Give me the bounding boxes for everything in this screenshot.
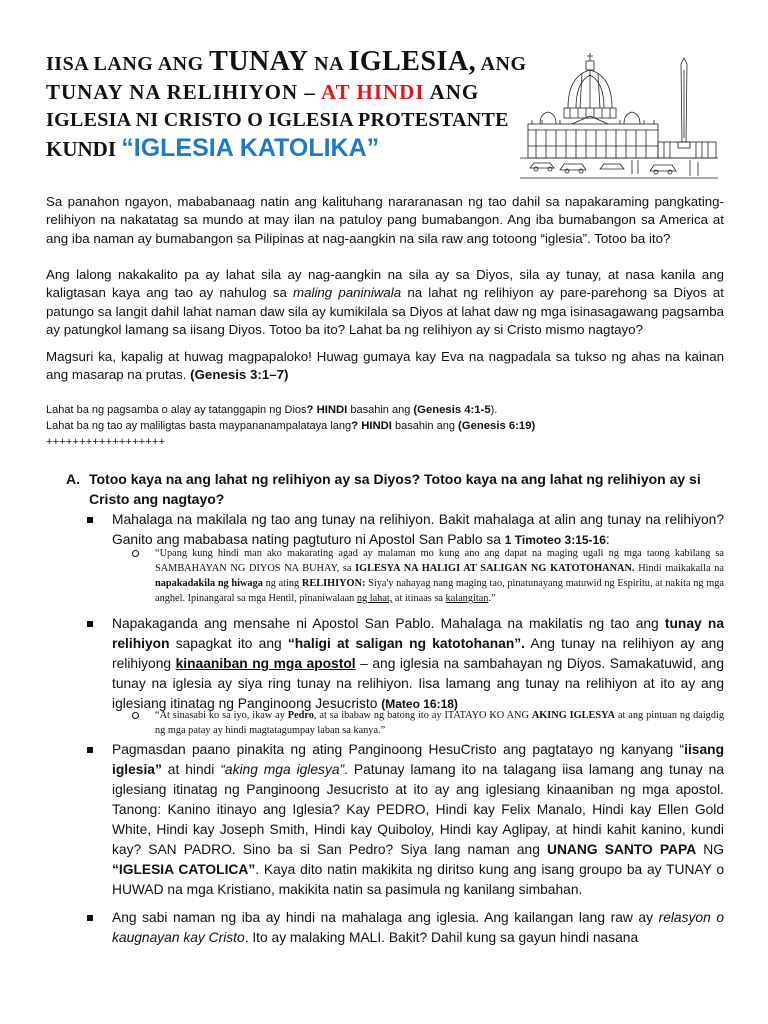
emphasis-text: maling paniniwala bbox=[293, 285, 402, 301]
quote-part: at itinaas sa bbox=[392, 593, 446, 604]
bullet-text bbox=[112, 740, 724, 900]
bible-reference: (Genesis 6:19) bbox=[458, 420, 536, 432]
title-line-4 bbox=[46, 134, 512, 163]
bullet-text-part: . Ito ay malaking MALI. Bakit? Dahil kung sa gayun hindi nasana bbox=[244, 930, 639, 945]
answer-text: ? HINDI bbox=[306, 404, 348, 416]
title-text: TUNAY NA RELIHIYON – bbox=[46, 80, 321, 104]
bullet-text-part: sapagkat ito ang bbox=[169, 636, 288, 651]
bullet-italic: relasyon o kaugnayan kay Cristo bbox=[112, 910, 725, 945]
bullet-text-part: Pagmasdan paano pinakita ng ating Panginoong HesuCristo ang pagtatayo ng kanyang “ bbox=[112, 742, 685, 757]
bullet-item-4 bbox=[88, 908, 724, 948]
question-text: Lahat ba ng tao ay maliligtas basta maypananampalataya lang bbox=[46, 420, 352, 432]
quote-part: Siya'y nahayag nang maging tao, pinatunayang matuwid ng Espiritu, at nakita ng mga anghel. Ipinangaral sa mga Hentil, pinaniwalaan bbox=[155, 578, 725, 604]
quote-text bbox=[155, 546, 724, 606]
title-text: KUNDI bbox=[46, 137, 122, 161]
question-text: ). bbox=[490, 404, 498, 416]
bible-reference: (Genesis 3:1–7) bbox=[190, 367, 289, 383]
sub-bullet-marker bbox=[132, 712, 139, 719]
quote-part: “At sinasabi ko sa iyo, ikaw ay bbox=[155, 710, 288, 721]
quote-part: “Upang kung hindi man ako makarating agad ay malaman mo kung ano ang dapat na maging ugali ng mga taong kabilang sa SAMBAHAYAN NG DIYOS NA BUHAY, sa bbox=[155, 548, 724, 574]
bullet-text-part: NG bbox=[696, 842, 724, 857]
bullet-emphasis: tunay na relihiyon bbox=[112, 616, 724, 651]
quote-underline: ng lahat, bbox=[356, 593, 393, 604]
bullet-item-1 bbox=[88, 510, 724, 550]
quote-emphasis: AKING IGLESYA bbox=[531, 710, 616, 721]
title-text: ANG bbox=[476, 53, 527, 75]
paragraph-text: na lahat ng relihiyon ay pare-parehong sa Diyos at patungo sa langit dahil lahat naman daw sila ay kumikilala sa Diyos at lahat daw ng mga isinasagawang pagsamba ay patungkol lamang sa iisang Diyos. Totoo ba ito? Lahat ba ng relihiyon ay si Cristo mismo nagtayo? bbox=[46, 285, 724, 337]
section-heading-text: Totoo kaya na ang lahat ng relihiyon ay sa Diyos? Totoo kaya na ang lahat ng relihiyon ay si Cristo ang nagtayo? bbox=[89, 471, 701, 507]
bullet-text-part: Mahalaga na makilala ng tao ang tunay na relihiyon. Bakit mahalaga at alin ang tunay na relihiyon? Ganito ang mababasa nating pagtuturo ni Apostol San Pablo sa bbox=[112, 512, 724, 547]
bullet-text bbox=[112, 908, 724, 948]
title-line-1 bbox=[46, 46, 527, 78]
bullet-text-part: Ang sabi naman ng iba ay hindi na mahalaga ang iglesia. Ang kailangan lang raw ay bbox=[112, 910, 659, 925]
bullet-marker bbox=[87, 915, 93, 921]
title-line-3: IGLESIA NI CRISTO O IGLESIA PROTESTANTE bbox=[46, 109, 509, 131]
bullet-text-part: . Patunay lamang ito na talagang iisa lamang ang tunay na iglesiang itinatag ng Panginoong Jesucristo at ito ay ang iglesiang kinaaniban ng mga apostol. Tanong: Kanino itinayo ang Iglesia? Kay PEDRO, Hindi kay Felix Manalo, Hindi kay Ellen Gold White, Hindi kay Joseph Smith, Hindi kay Quiboloy, Hindi kay Aglipay, at hindi kahit kanino, kundi kay? SAN PADRO. Sino ba si San Pedro? Siya lang naman ang bbox=[112, 762, 725, 857]
bullet-marker bbox=[87, 747, 93, 753]
bullet-marker bbox=[87, 517, 93, 523]
bullet-text-part: at hindi bbox=[161, 762, 221, 777]
question-line-2 bbox=[46, 418, 724, 434]
document-title bbox=[46, 46, 527, 163]
title-highlight-red: AT HINDI bbox=[321, 80, 425, 104]
quote-emphasis: IGLESYA NA HALIGI AT SALIGAN NG KATOTOHANAN. bbox=[355, 563, 635, 574]
section-label: A. bbox=[66, 471, 80, 487]
bullet-emphasis: UNANG SANTO PAPA bbox=[547, 842, 697, 857]
paragraph-text: Magsuri ka, kapalig at huwag magpapaloko! Huwag gumaya kay Eva na nagpadala sa tukso ng ahas na kainan ang masarap na prutas. bbox=[46, 349, 724, 383]
bible-reference: (Mateo 16:18) bbox=[381, 697, 458, 711]
bible-reference: 1 Timoteo 3:15-16 bbox=[504, 533, 606, 547]
sub-bullet-quote-2 bbox=[132, 708, 724, 738]
quote-part: ng ating bbox=[262, 578, 302, 589]
title-text: TUNAY bbox=[209, 46, 309, 77]
bullet-text-part: – ang iglesia na sambahayan ng Diyos. Samakatuwid, ang tunay na iglesia ay siya ring tunay na relihiyon. Iisa lamang ang tunay na relihiyon at ito ay ang iglesiang itinatag ng Panginoong Jesucristo bbox=[112, 656, 724, 711]
title-line-2 bbox=[46, 78, 512, 106]
quote-text bbox=[155, 708, 724, 738]
title-text: ANG bbox=[424, 80, 480, 104]
bullet-text-part: . Kaya dito natin makikita ng diritso kung ang isang groupo ba ay TUNAY o HUWAD na mga Kristiano, makikita natin sa pasimula ng kanilang simbahan. bbox=[112, 862, 724, 897]
question-text: basahin ang bbox=[391, 420, 459, 432]
bullet-emphasis: “IGLESIA CATOLICA” bbox=[112, 862, 256, 877]
bullet-emphasis: “haligi at saligan ng katotohanan”. bbox=[287, 636, 525, 651]
st-peters-basilica-illustration bbox=[520, 50, 718, 180]
quote-part: .” bbox=[488, 593, 496, 604]
bullet-marker bbox=[87, 621, 93, 627]
bullet-text-part: : bbox=[605, 532, 610, 547]
question-text: basahin ang bbox=[347, 404, 414, 416]
intro-paragraph-1: Sa panahon ngayon, mababanaag natin ang kalituhang nararanasan ng tao dahil sa napakaraming pangkating-relihiyon na nakatatag sa mundo at may ilan na patuloy pang bumabangon. Ang iba bumabangon sa America at ang iba naman ay bumabangon sa Pilipinas at nag-aangkin na sila raw ang totoong “iglesia”. Totoo ba ito? bbox=[46, 194, 724, 246]
answer-text: ? HINDI bbox=[351, 420, 392, 432]
section-a-heading bbox=[66, 469, 734, 509]
quote-emphasis: napakadakila ng hiwaga bbox=[155, 578, 263, 589]
intro-paragraph-3 bbox=[46, 348, 724, 385]
plus-separator: ++++++++++++++++++ bbox=[46, 436, 166, 448]
quote-part: , at sa ibabaw ng batong ito ay ITATAYO KO ANG bbox=[313, 710, 532, 721]
bullet-text bbox=[112, 510, 724, 550]
title-text: NA bbox=[308, 53, 349, 75]
bullet-text-part: Napakaganda ang mensahe ni Apostol San Pablo. Mahalaga na makilatis ng tao ang bbox=[112, 616, 665, 631]
bullet-text-part: Ang tunay na relihiyon ay ang relihiyong bbox=[112, 636, 724, 671]
bullet-emphasis: iisang iglesia” bbox=[112, 742, 724, 777]
bullet-emphasis: kinaaniban ng mga apostol bbox=[175, 656, 356, 671]
bullet-italic: “aking mga iglesya” bbox=[220, 762, 345, 777]
bullet-text bbox=[112, 614, 724, 714]
intro-paragraph-2 bbox=[46, 266, 724, 339]
sub-bullet-marker bbox=[132, 550, 139, 557]
quote-emphasis: RELIHIYON: bbox=[301, 578, 366, 589]
question-line-1 bbox=[46, 402, 724, 418]
sub-bullet-quote-1 bbox=[132, 546, 724, 606]
bible-reference: (Genesis 4:1-5 bbox=[413, 404, 491, 416]
title-highlight-blue: “IGLESIA KATOLIKA” bbox=[121, 134, 380, 162]
bullet-item-2 bbox=[88, 614, 724, 714]
paragraph-text: Ang lalong nakakalito pa ay lahat sila ay nag-aangkin na sila ay sa Diyos, sila ay tunay, at nasa kanila ang kaligtasan kaya ang tao ay nahulog sa bbox=[46, 267, 724, 301]
question-text: Lahat ba ng pagsamba o alay ay tatanggapin ng Dios bbox=[46, 404, 307, 416]
quote-part: at ang pintuan ng daigdig ng mga patay ay hindi magtatagumpay laban sa kanya.” bbox=[155, 710, 724, 736]
title-text: IGLESIA, bbox=[348, 46, 477, 77]
quote-emphasis: Pedro bbox=[287, 710, 314, 721]
quote-underline: kalangitan bbox=[445, 593, 489, 604]
bullet-item-3 bbox=[88, 740, 724, 900]
quote-part: Hindi maikakaila na bbox=[634, 563, 724, 574]
title-text: IISA LANG ANG bbox=[46, 53, 210, 75]
